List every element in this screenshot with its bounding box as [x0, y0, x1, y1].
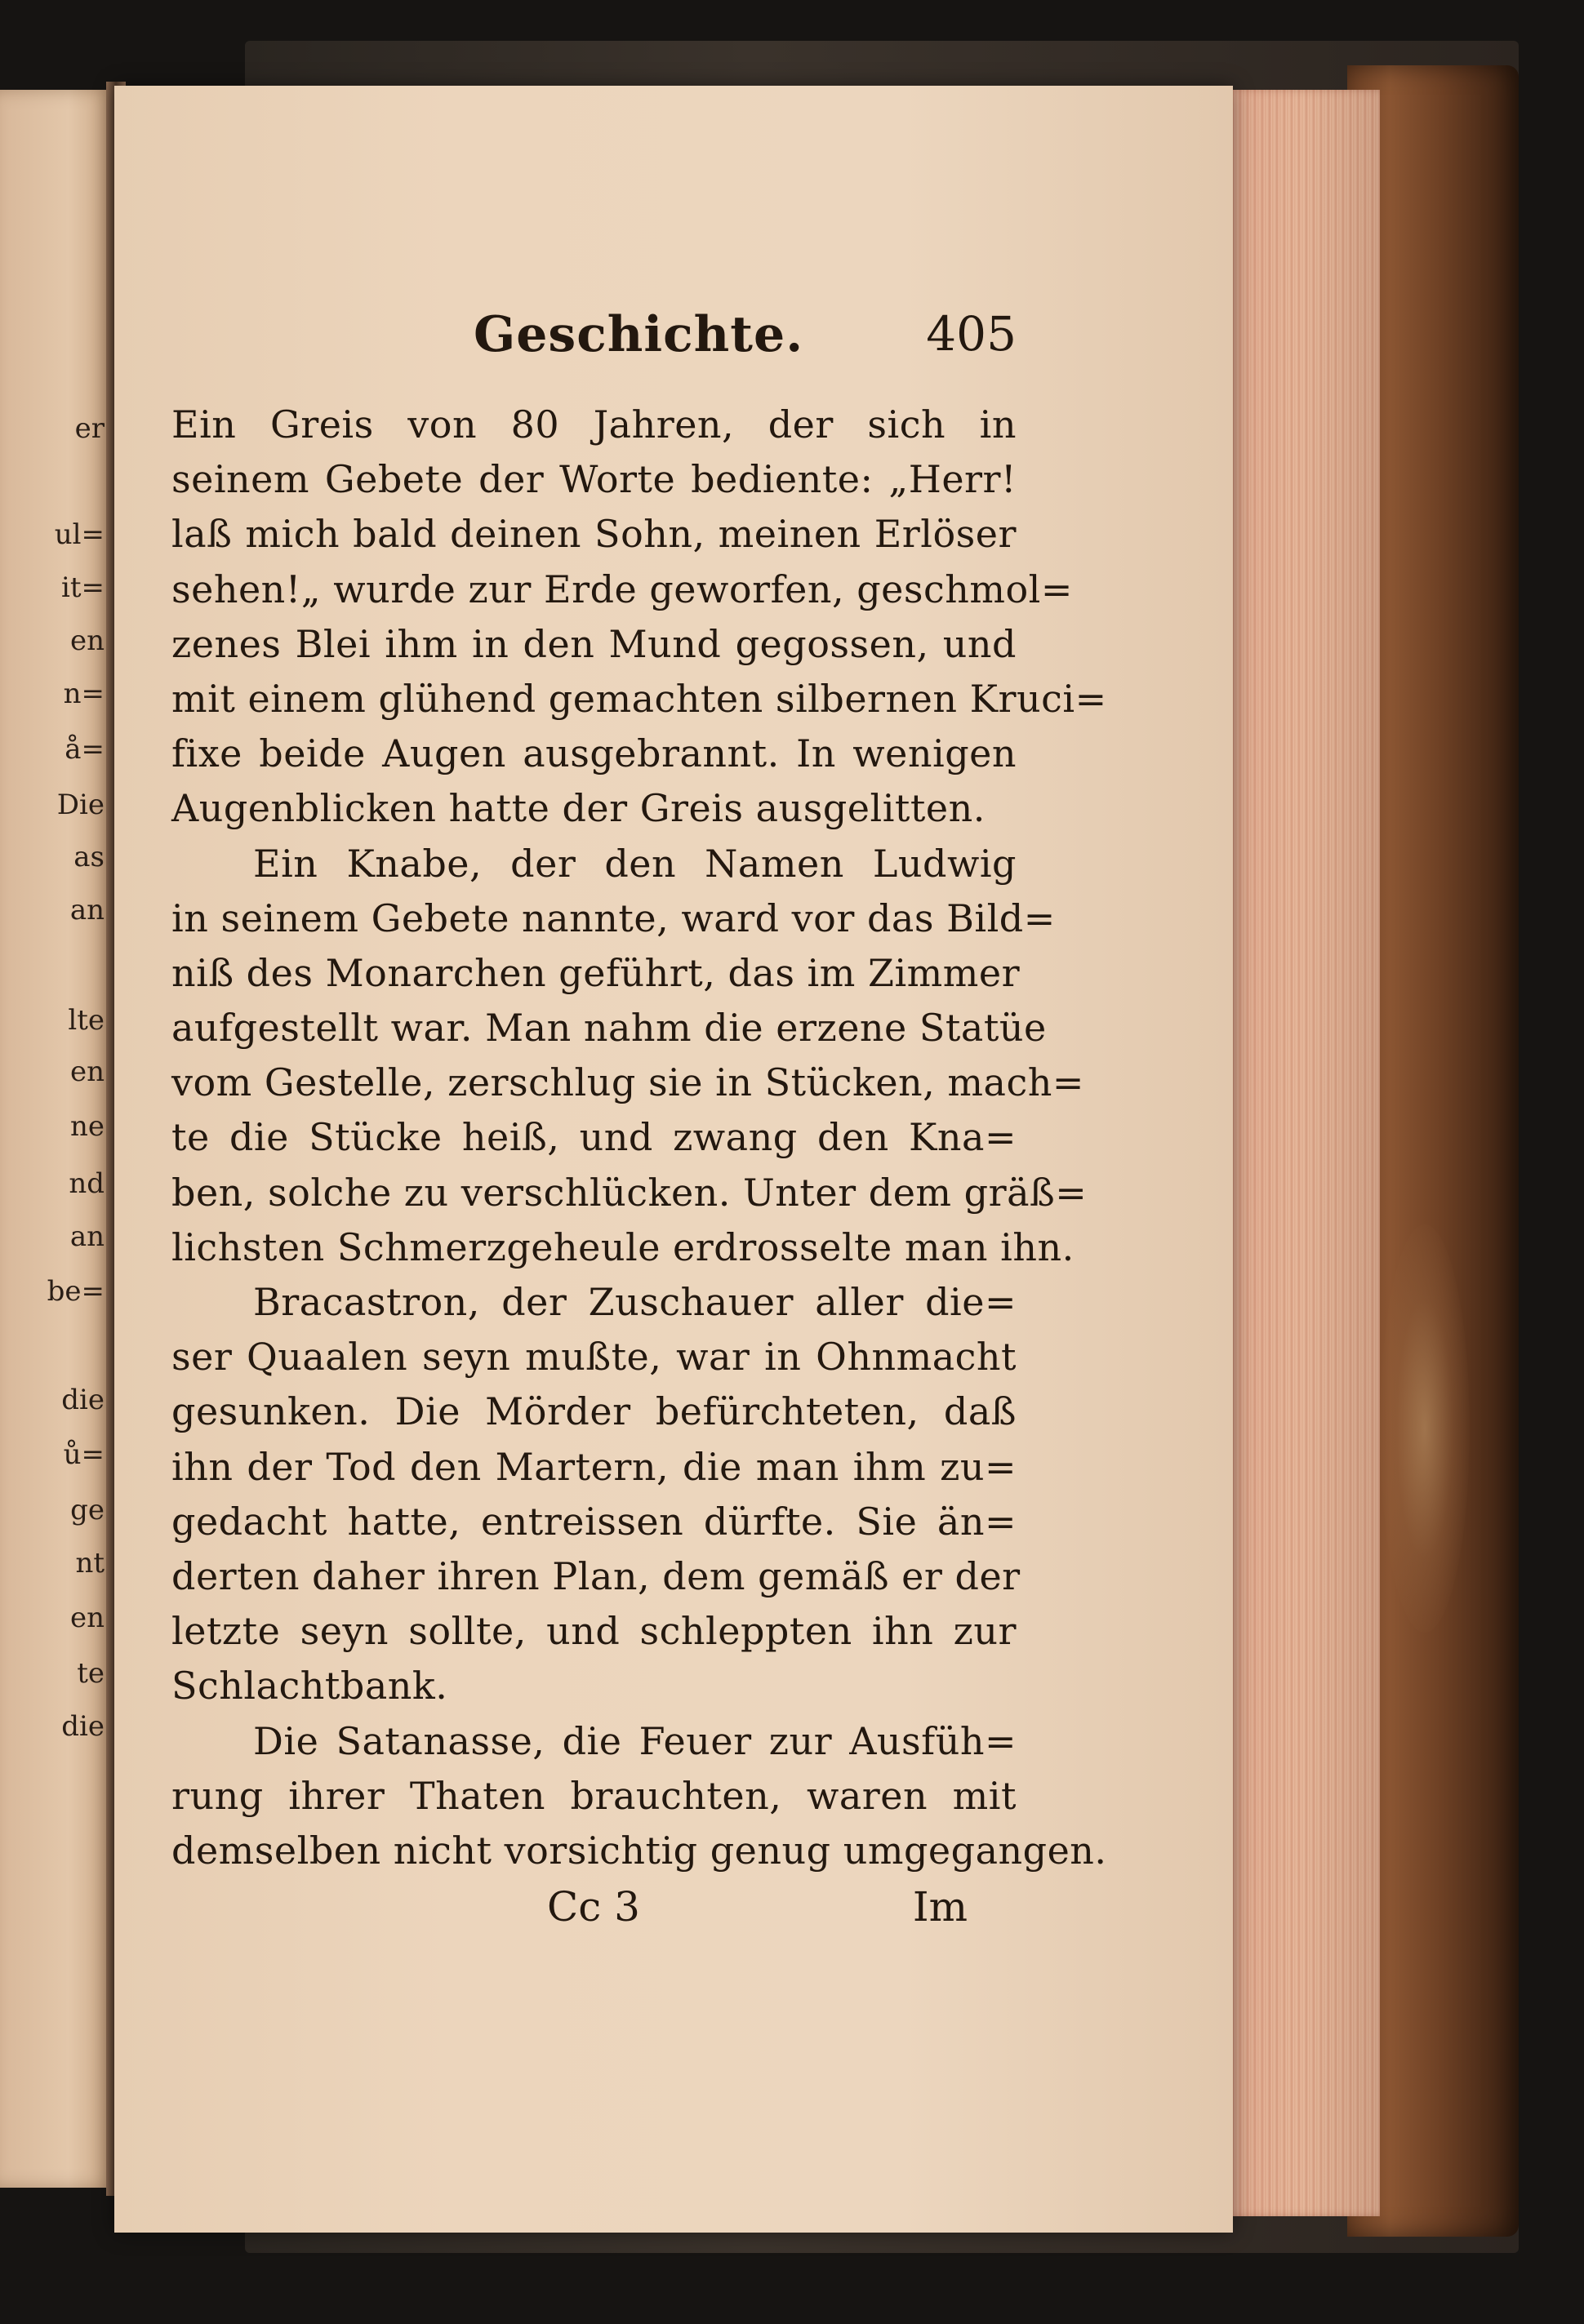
- text-line: in seinem Gebete nannte, ward vor das Bild=: [171, 895, 1056, 940]
- left-page-fragment: ne: [69, 1110, 105, 1143]
- left-page-fragment: ge: [70, 1494, 105, 1526]
- running-head: [171, 306, 1017, 380]
- text-line: vom Gestelle, zerschlug sie in Stücken, mach=: [171, 1060, 1084, 1105]
- text-line: Augenblicken hatte der Greis ausgelitten.: [171, 786, 986, 831]
- text-line: rung ihrer Thaten brauchten, waren mit: [171, 1773, 1017, 1818]
- text-line: Schlachtbank.: [171, 1664, 448, 1709]
- signature-mark: Cc 3: [547, 1883, 640, 1931]
- left-page-fragment: ů=: [63, 1438, 105, 1471]
- left-facing-page: [0, 90, 114, 2188]
- left-page-fragment: en: [69, 1602, 105, 1634]
- text-line: laß mich bald deinen Sohn, meinen Erlöser: [171, 512, 1017, 557]
- left-page-fragment: be=: [47, 1275, 105, 1308]
- left-page-fragment: lte: [68, 1004, 105, 1037]
- page-footer: [171, 1883, 1017, 1949]
- left-page-fragment: as: [73, 841, 105, 873]
- left-page-fragment: en: [69, 624, 105, 657]
- text-line: letzte seyn sollte, und schleppten ihn zur: [171, 1609, 1017, 1654]
- text-line: Die Satanasse, die Feuer zur Ausfüh=: [253, 1718, 1017, 1763]
- page-block-edge-tint: [1221, 90, 1380, 2216]
- text-line: demselben nicht vorsichtig genug umgegangen.: [171, 1828, 1107, 1873]
- left-page-text-fragments: [0, 90, 114, 2188]
- left-page-fragment: te: [77, 1657, 105, 1690]
- left-page-fragment: an: [69, 1220, 105, 1253]
- text-line: niß des Monarchen geführt, das im Zimmer: [171, 950, 1021, 995]
- text-line: Bracastron, der Zuschauer aller die=: [253, 1280, 1017, 1324]
- left-page-fragment: die: [61, 1710, 105, 1743]
- left-page-fragment: nd: [69, 1167, 105, 1200]
- text-line: seinem Gebete der Worte bediente: „Herr!: [171, 457, 1017, 502]
- text-line: aufgestellt war. Man nahm die erzene Statüe: [171, 1006, 1047, 1051]
- text-line: ihn der Tod den Martern, die man ihm zu=: [171, 1444, 1017, 1489]
- left-page-fragment: Die: [56, 789, 105, 821]
- left-page-fragment: nt: [75, 1547, 105, 1580]
- running-head-title: Geschichte.: [474, 306, 804, 363]
- text-line: ser Quaalen seyn mußte, war in Ohnmacht: [171, 1335, 1017, 1380]
- left-page-fragment: die: [61, 1384, 105, 1416]
- text-line: te die Stücke heiß, und zwang den Kna=: [171, 1115, 1017, 1160]
- text-line: gesunken. Die Mörder befürchteten, daß: [171, 1389, 1017, 1434]
- page-number: 405: [926, 306, 1017, 362]
- left-page-fragment: n=: [63, 678, 105, 710]
- text-line: ben, solche zu verschlücken. Unter dem gräß=: [171, 1170, 1088, 1215]
- text-line: gedacht hatte, entreissen dürfte. Sie än=: [171, 1499, 1017, 1544]
- leather-wear-spot: [1380, 1224, 1470, 1633]
- left-page-fragment: en: [69, 1055, 105, 1088]
- text-line: lichsten Schmerzgeheule erdrosselte man ihn.: [171, 1224, 1075, 1269]
- text-line: derten daher ihren Plan, dem gemäß er der: [171, 1553, 1021, 1598]
- left-page-fragment: å=: [65, 733, 105, 766]
- text-line: Ein Greis von 80 Jahren, der sich in: [171, 402, 1017, 447]
- left-page-fragment: it=: [60, 571, 105, 604]
- left-page-fragment: ul=: [54, 518, 105, 551]
- text-line: zenes Blei ihm in den Mund gegossen, und: [171, 621, 1017, 666]
- left-page-fragment: er: [74, 412, 105, 445]
- text-line: sehen!„ wurde zur Erde geworfen, geschmol=: [171, 567, 1073, 611]
- page-text-block: [171, 306, 1107, 1949]
- left-page-fragment: an: [69, 894, 105, 926]
- text-line: Ein Knabe, der den Namen Ludwig: [253, 841, 1017, 886]
- text-line: fixe beide Augen ausgebrannt. In wenigen: [171, 731, 1017, 776]
- catchword: Im: [912, 1883, 968, 1931]
- text-line: mit einem glühend gemachten silbernen Kruci=: [171, 676, 1107, 721]
